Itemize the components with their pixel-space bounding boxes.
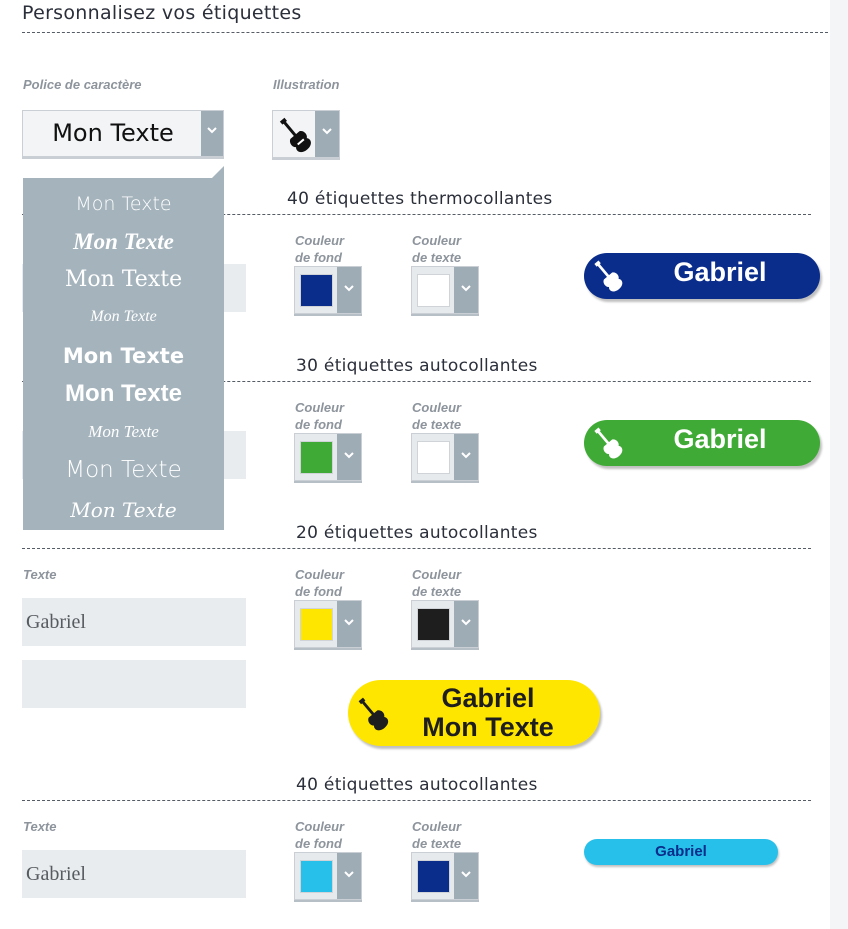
bg-color-picker[interactable]	[294, 600, 362, 648]
text-label: Texte	[23, 819, 57, 834]
page-title: Personnalisez vos étiquettes	[22, 2, 302, 24]
bg-color-label: Couleur de fond	[295, 567, 345, 599]
text-color-picker[interactable]	[411, 433, 479, 481]
bg-color-label: Couleur de fond	[295, 400, 345, 432]
label-preview	[584, 253, 820, 299]
color-swatch	[300, 441, 333, 474]
guitar-icon	[354, 694, 392, 734]
chevron-down-icon	[460, 869, 472, 879]
chevron-down-icon	[206, 125, 218, 135]
illustration-label: Illustration	[273, 77, 340, 92]
font-option[interactable]: Mon Texte	[75, 193, 172, 215]
color-swatch	[300, 274, 333, 307]
bg-color-label: Couleur de fond	[295, 233, 345, 265]
divider	[22, 548, 811, 549]
preview-text-line2: Mon Texte	[422, 712, 554, 742]
section-title: 40 étiquettes autocollantes	[296, 775, 538, 795]
font-select[interactable]	[22, 110, 224, 157]
text-color-label: Couleur de texte	[412, 819, 462, 851]
color-dropdown-toggle[interactable]	[454, 853, 478, 899]
chevron-down-icon	[343, 617, 355, 627]
font-option[interactable]: Mon Texte	[62, 344, 185, 368]
preview-text: Gabriel	[673, 257, 767, 287]
font-select-value: Mon Texte	[52, 119, 174, 147]
color-dropdown-toggle[interactable]	[337, 853, 361, 899]
font-option[interactable]: Mon Texte	[70, 498, 177, 522]
text-input-line2[interactable]	[22, 660, 246, 708]
text-color-label: Couleur de texte	[412, 400, 462, 432]
divider	[22, 32, 828, 33]
font-option[interactable]: Mon Texte	[90, 308, 157, 325]
guitar-icon	[275, 115, 315, 155]
divider	[22, 800, 811, 801]
color-swatch	[300, 860, 333, 893]
text-color-picker[interactable]	[411, 852, 479, 900]
color-swatch	[417, 608, 450, 641]
color-dropdown-toggle[interactable]	[454, 601, 478, 647]
bg-color-picker[interactable]	[294, 266, 362, 314]
label-preview	[348, 680, 600, 746]
bg-color-label: Couleur de fond	[295, 819, 345, 851]
text-color-label: Couleur de texte	[412, 567, 462, 599]
chevron-down-icon	[321, 126, 333, 136]
color-swatch	[417, 441, 450, 474]
guitar-icon	[590, 257, 626, 295]
font-dropdown-toggle[interactable]	[201, 111, 223, 156]
font-option[interactable]: Mon Texte	[73, 229, 174, 254]
guitar-icon	[590, 424, 626, 462]
chevron-down-icon	[460, 283, 472, 293]
label-preview	[584, 839, 778, 865]
preview-text: Gabriel	[655, 843, 707, 860]
chevron-down-icon	[460, 450, 472, 460]
bg-color-picker[interactable]	[294, 852, 362, 900]
color-swatch	[300, 608, 333, 641]
label-preview	[584, 420, 820, 466]
color-swatch	[417, 860, 450, 893]
font-option[interactable]: Mon Texte	[64, 267, 183, 292]
illustration-dropdown-toggle[interactable]	[315, 111, 339, 157]
color-dropdown-toggle[interactable]	[337, 601, 361, 647]
text-color-label: Couleur de texte	[412, 233, 462, 265]
text-input[interactable]: Gabriel	[22, 598, 246, 646]
chevron-down-icon	[343, 450, 355, 460]
font-dropdown-menu	[23, 178, 224, 530]
font-option[interactable]: Mon Texte	[65, 457, 182, 483]
preview-text: Gabriel	[673, 424, 767, 454]
text-color-picker[interactable]	[411, 600, 479, 648]
chevron-down-icon	[460, 617, 472, 627]
chevron-down-icon	[343, 869, 355, 879]
section-title: 30 étiquettes autocollantes	[296, 356, 538, 376]
preview-text-line1: Gabriel	[441, 683, 535, 713]
text-color-picker[interactable]	[411, 266, 479, 314]
section-title: 20 étiquettes autocollantes	[296, 523, 538, 543]
color-dropdown-toggle[interactable]	[337, 434, 361, 480]
color-dropdown-toggle[interactable]	[337, 267, 361, 313]
section-title: 40 étiquettes thermocollantes	[287, 189, 553, 209]
color-dropdown-toggle[interactable]	[454, 267, 478, 313]
illustration-select[interactable]	[272, 110, 340, 158]
dropdown-notch	[212, 166, 224, 178]
font-label: Police de caractère	[23, 77, 142, 92]
font-option[interactable]: Mon Texte	[88, 422, 159, 441]
color-swatch	[417, 274, 450, 307]
color-dropdown-toggle[interactable]	[454, 434, 478, 480]
font-option[interactable]: Mon Texte	[65, 380, 182, 407]
text-label: Texte	[23, 567, 57, 582]
bg-color-picker[interactable]	[294, 433, 362, 481]
chevron-down-icon	[343, 283, 355, 293]
text-input[interactable]: Gabriel	[22, 850, 246, 898]
